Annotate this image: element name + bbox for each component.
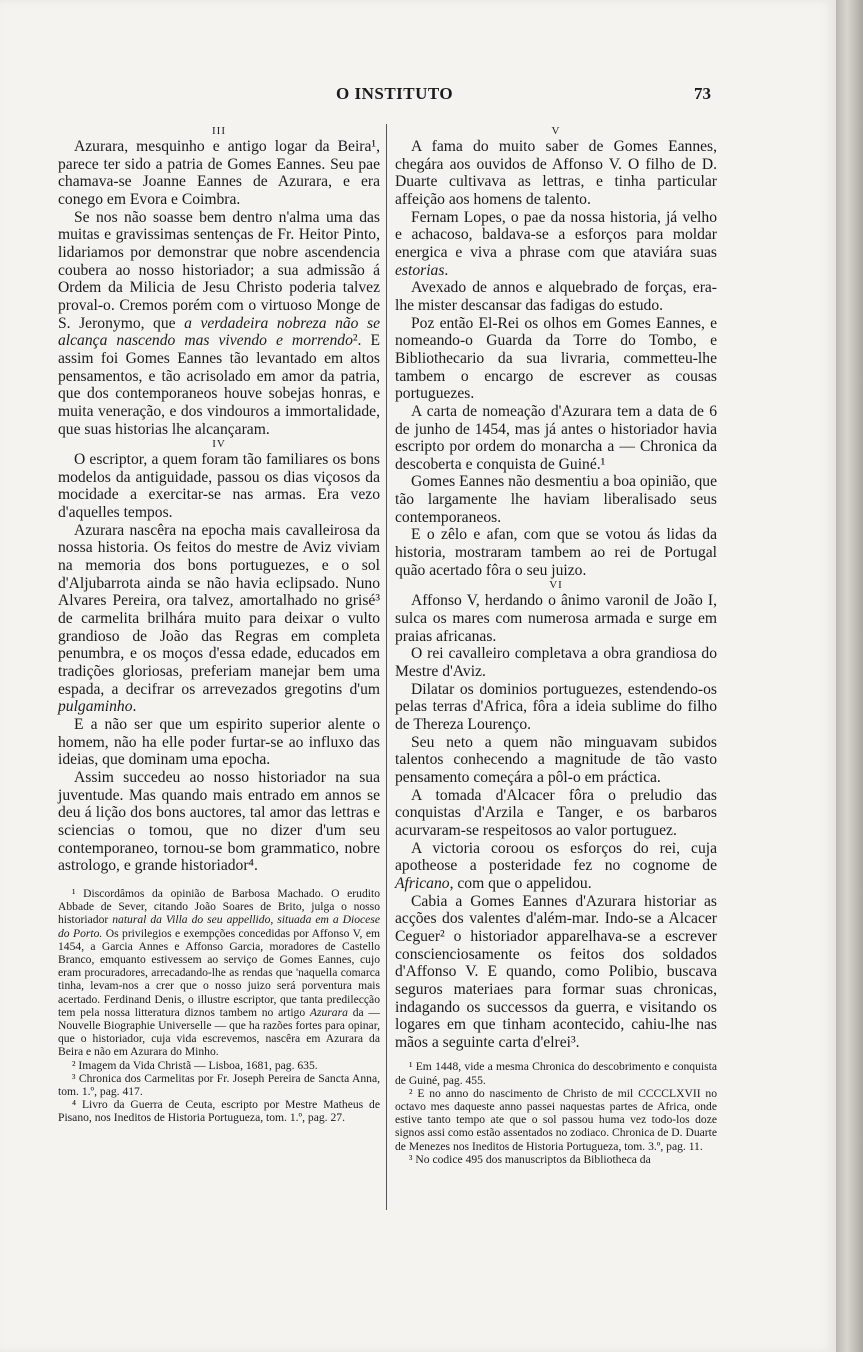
footnote: ³ Chronica dos Carmelitas por Fr. Joseph Pereira de Sancta Anna, tom. 1.º, pag. 417.	[58, 1071, 380, 1098]
footnote: ⁴ Livro da Guerra de Ceuta, escripto por Mestre Matheus de Pisano, nos Ineditos de Historia Portugueza, tom. 1.º, pag. 27.	[58, 1098, 380, 1125]
paragraph: A carta de nomeação d'Azurara tem a data de 6 de junho de 1454, mas já antes o historiador havia escripto por ordem do monarcha a — Chronica da descoberta e conquista de Guiné.¹	[395, 402, 717, 473]
paragraph: A fama do muito saber de Gomes Eannes, chegára aos ouvidos de Affonso V. O filho de D. Duarte cultivava as lettras, e tinha particular affeição aos homens de talento.	[395, 138, 717, 208]
paragraph: Azurara, mesquinho e antigo logar da Beira¹, parece ter sido a patria de Gomes Eannes. Seu pae chamava-se Joanne Eannes de Azurara, e era conego em Evora e Coimbra.	[58, 138, 380, 208]
paragraph: Se nos não soasse bem dentro n'alma uma das muitas e gravissimas sentenças de Fr. Heitor Pinto, lidariamos por demonstrar que nobre ascendencia coubera ao nosso historiador; a sua admissão á Ordem da Milicia de Jesu Christo poderia talvez proval-o. Cremos porém com o virtuoso Monge de S. Jeronymo, que a verdadeira nobreza não se alcança nascendo mas vivendo e morrendo². E assim foi Gomes Eannes tão levantado em altos pensamentos, e tão acrisolado em amor da patria, que dos contemporaneos houve sobejas honras, e muita veneração, e dos vindouros a immortalidade, que suas historias lhe alcançaram.	[58, 208, 381, 438]
paragraph: Cabia a Gomes Eannes d'Azurara historiar as acções dos valentes d'além-mar. Indo-se a Alcacer Ceguer² o historiador apparelhava-se a escrever conscienciosamente os feitos dos soldados d'Affonso V. E quando, como Polibio, buscava seguros materiaes para formar suas chronicas, indagando os successos da guerra, e visitando os logares em que tinham acontecido, cahiu-lhe nas mãos a seguinte carta d'elrei³.	[395, 892, 717, 1051]
column-rule	[386, 124, 387, 1210]
paragraph: Dilatar os dominios portuguezes, estendendo-os pelas terras d'Africa, fôra a ideia sublime do filho de Thereza Lourenço.	[395, 680, 717, 733]
footnote: ³ No codice 495 dos manuscriptos da Bibliotheca da	[409, 1152, 651, 1166]
paragraph: Affonso V, herdando o ânimo varonil de João I, sulca os mares com numerosa armada e surge em praias africanas.	[395, 592, 717, 645]
paragraph: A tomada d'Alcacer fôra o preludio das conquistas d'Arzila e Tanger, e os barbaros acurvaram-se respeitosos ao valor portuguez.	[395, 786, 717, 839]
paragraph: Azurara nascêra na epocha mais cavalleirosa da nossa historia. Os feitos do mestre de Aviz viviam na memoria dos bons portuguezes, e o sol d'Aljubarrota ainda se não havia eclipsado. Nuno Alvares Pereira, ora talvez, amortalhado no grisé³ de carmelita brilhára muito para deixar o vulto grandioso de João das Regras em completa penumbra, e os moços d'essa edade, educados em tradições gloriosas, preferiam manejar bem uma espada, a decifrar os arrevezados gregotins d'um pulgaminho.	[58, 521, 380, 716]
paragraph: E o zêlo e afan, com que se votou ás lidas da historia, mostraram tambem ao rei de Portugal quão acertado fôra o seu juizo.	[395, 526, 717, 579]
page-edge	[836, 0, 863, 1352]
paragraph: Fernam Lopes, o pae da nossa historia, já velho e achacoso, baldava-se a esforços para moldar energica e viva a phrase com que ataviára suas estorias.	[395, 208, 717, 279]
right-column	[395, 125, 717, 1166]
footnote: ² E no anno do nascimento de Christo de mil CCCCLXVII no octavo mes daqueste anno passei naquestas partes de Africa, onde estive tanto tempo ate que o sol passou huma vez todo-los doze signos assi como estão assentados no zodiaco. Chronica de D. Duarte de Menezes nos Ineditos de Historia Portugueza, tom. 3.º, pag. 11.	[395, 1086, 717, 1153]
page-number: 73	[694, 84, 711, 103]
page-header	[0, 84, 836, 106]
paragraph: Poz então El-Rei os olhos em Gomes Eannes, e nomeando-o Guarda da Torre do Tombo, e Bibliothecario da sua livraria, commetteu-lhe tambem o encargo de escrever as cousas portuguezes.	[395, 314, 717, 403]
paragraph: E a não ser que um espirito superior alente o homem, não ha elle poder furtar-se ao influxo das ideias, que dominam uma epocha.	[58, 716, 380, 769]
left-column	[58, 125, 380, 1125]
paragraph: Seu neto a quem não minguavam subidos talentos conhecendo a magnitude de tão vasto pensamento começára a pôl-o em práctica.	[395, 733, 717, 786]
paragraph: A victoria coroou os esforços do rei, cuja apotheose a posteridade fez no cognome de Africano, com que o appelidou.	[395, 839, 717, 892]
section-heading-iii: III	[212, 125, 226, 137]
footnote: ² Imagem da Vida Christã — Lisboa, 1681, pag. 635.	[72, 1058, 318, 1072]
footnote: ¹ Em 1448, vide a mesma Chronica do descobrimento e conquista de Guiné, pag. 455.	[395, 1060, 717, 1087]
section-heading-v: V	[551, 125, 561, 137]
paragraph: O escriptor, a quem foram tão familiares os bons modelos da antiguidade, passou os dias viçosos da mocidade a exercitar-se nas armas. Era vezo d'aquelles tempos.	[58, 451, 380, 522]
paragraph: O rei cavalleiro completava a obra grandiosa do Mestre d'Aviz.	[395, 645, 717, 681]
footnotes	[395, 1060, 717, 1166]
paragraph: Avexado de annos e alquebrado de forças, era-lhe mister descansar das fadigas do estudo.	[395, 279, 717, 314]
section-heading-iv: IV	[212, 438, 226, 451]
footnotes	[58, 887, 380, 1125]
footnote: ¹ Discordâmos da opinião de Barbosa Machado. O erudito Abbade de Sever, citando João Soares de Brito, julga o nosso historiador natural da Villa do seu appellido, situada em a Diocese do Porto. Os privilegios e exempções concedidas por Affonso V, em 1454, a Garcia Annes e Affonso Garcia, moradores de Castello Branco, emquanto estivessem ao serviço de Gomes Eannes, cujo eram procuradores, arrecadando-lhe as rendas que 'naquella comarca tinha, levam-nos a crer que o nosso juizo será porventura mais acertado. Ferdinand Denis, o illustre escriptor, que tanta predilecção tem pela nossa litteratura diznos tambem no artigo Azurara da — Nouvelle Biographie Universelle — que ha razões fortes para opinar, que o historiador, cuja vida escrevemos, nascêra em Azurara da Beira e não em Azurara do Minho.	[58, 886, 380, 1059]
running-title: O INSTITUTO	[336, 84, 454, 103]
paragraph: Assim succedeu ao nosso historiador na sua juventude. Mas quando mais entrado em annos se deu á lição dos bons auctores, tal amor das lettras e sciencias o tomou, que no dizer d'um seu contemporaneo, tornou-se bom grammatico, nobre astrologo, e grande historiador⁴.	[58, 768, 380, 875]
paragraph: Gomes Eannes não desmentiu a boa opinião, que tão largamente lhe haviam liberalisado seus contemporaneos.	[395, 473, 717, 526]
section-heading-vi: VI	[549, 579, 563, 592]
